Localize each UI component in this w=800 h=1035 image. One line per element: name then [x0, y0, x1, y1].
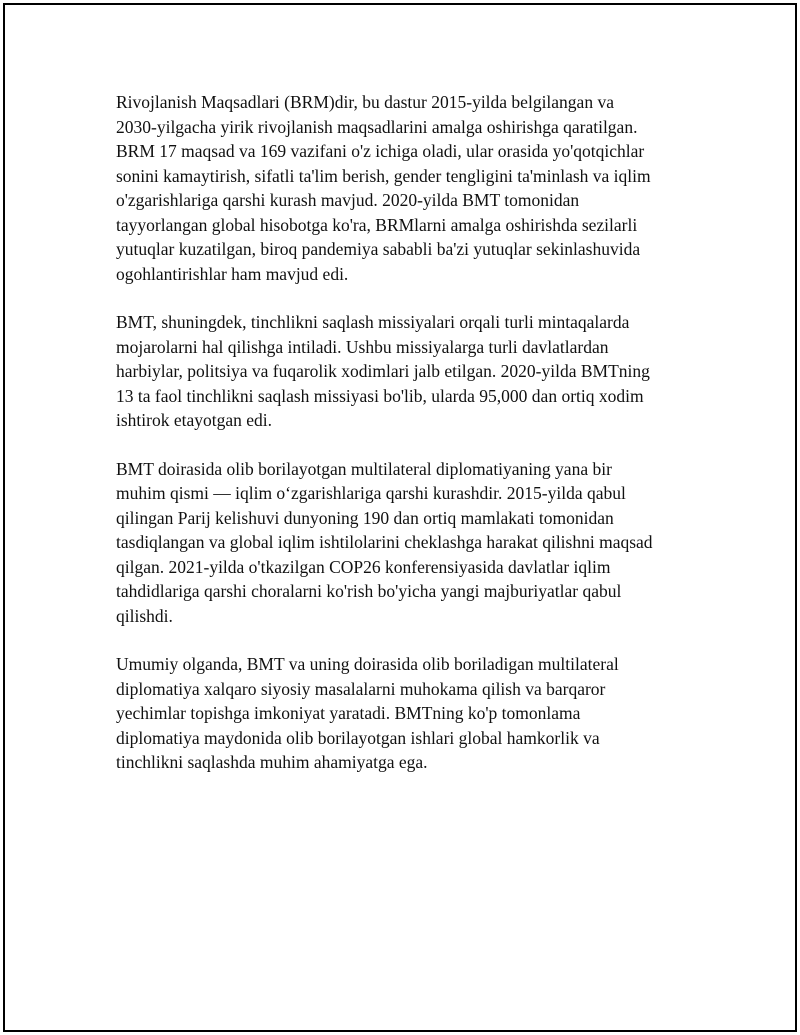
paragraph-conclusion: Umumiy olganda, BMT va uning doirasida olib boriladigan multilateral diplomatiya xalqaro siyosiy masalalarni muhokama qilish va barqaror yechimlar topishga imkoniyat yaratadi. BMTning ko'p tomonlama diplomatiya maydonida olib borilayotgan ishlari global hamkorlik va tinchlikni saqlashda muhim ahamiyatga ega. — [116, 654, 619, 772]
paragraph-peacekeeping: BMT, shuningdek, tinchlikni saqlash missiyalari orqali turli mintaqalarda mojarolarni hal qilishga intiladi. Ushbu missiyalarga turli davlatlardan harbiylar, politsiya va fuqarolik xodimlari jalb etilgan. 2020-yilda BMTning 13 ta faol tinchlikni saqlash missiyasi bo'lib, ularda 95,000 dan ortiq xodim ishtirok etayotgan edi. — [116, 312, 650, 430]
document-body — [116, 90, 706, 775]
paragraph-sdg: Rivojlanish Maqsadlari (BRM)dir, bu dastur 2015-yilda belgilangan va 2030-yilgacha yirik rivojlanish maqsadlarini amalga oshirishga qaratilgan. BRM 17 maqsad va 169 vazifani o'z ichiga oladi, ular orasida yo'qotqichlar sonini kamaytirish, sifatli ta'lim berish, gender tengligini ta'minlash va iqlim o'zgarishlariga qarshi kurash mavjud. 2020-yilda BMT tomonidan tayyorlangan global hisobotga ko'ra, BRMlarni amalga oshirishda sezilarli yutuqlar kuzatilgan, biroq pandemiya sababli ba'zi yutuqlar sekinlashuvida ogohlantirishlar ham mavjud edi. — [116, 92, 651, 284]
paragraph-climate: BMT doirasida olib borilayotgan multilateral diplomatiyaning yana bir muhim qismi — iqlim o‘zgarishlariga qarshi kurashdir. 2015-yilda qabul qilingan Parij kelishuvi dunyoning 190 dan ortiq mamlakati tomonidan tasdiqlangan va global iqlim ishtilolarini cheklashga harakat qilishni maqsad qilgan. 2021-yilda o'tkazilgan COP26 konferensiyasida davlatlar iqlim tahdidlariga qarshi choralarni ko'rish bo'yicha yangi majburiyatlar qabul qilishdi. — [116, 458, 653, 626]
